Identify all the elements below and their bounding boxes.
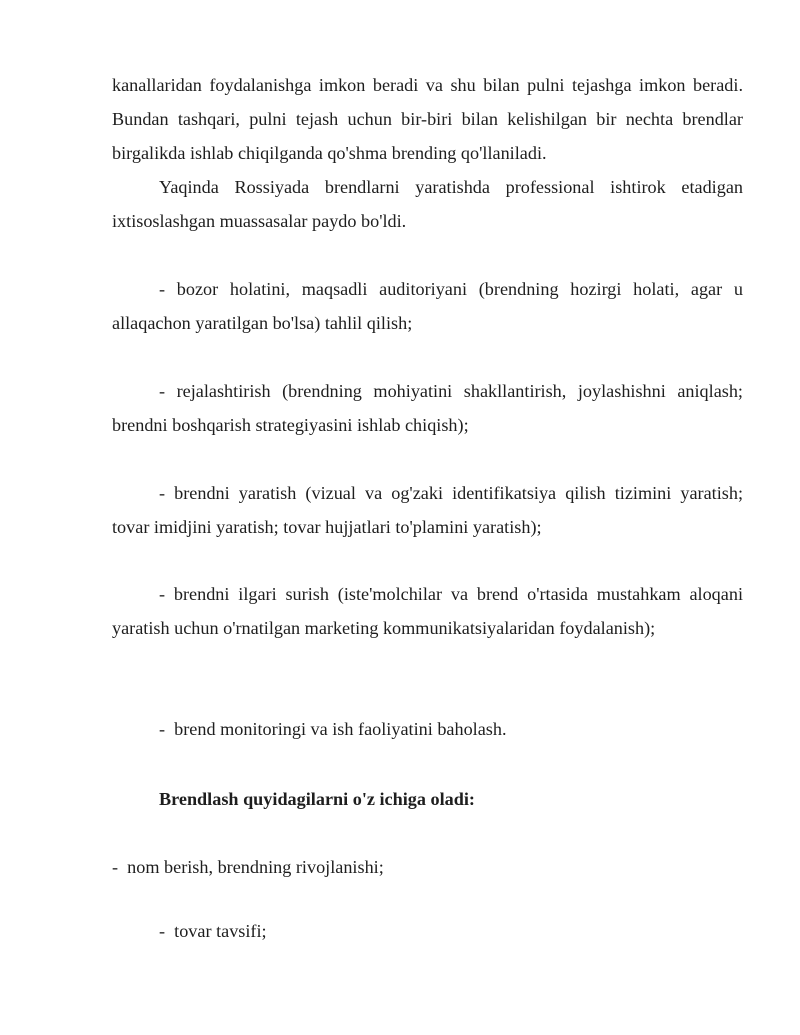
list-item-brand-creation: - brendni yaratish (vizual va og'zaki identifikatsiya qilish tizimini yaratish; tovar imidjini yaratish; tovar hujjatlari to'plamini yaratish); bbox=[112, 483, 743, 537]
list-item-planning: - rejalashtirish (brendning mohiyatini shakllantirish, joylashishni aniqlash; brendni boshqarish strategiyasini ishlab chiqish); bbox=[112, 381, 743, 435]
paragraph-specialized-institutions: Yaqinda Rossiyada brendlarni yaratishda professional ishtirok etadigan ixtisoslashgan muassasalar paydo bo'ldi. bbox=[112, 177, 743, 231]
list-item-product-description: - tovar tavsifi; bbox=[159, 921, 267, 941]
paragraph-continuation: kanallaridan foydalanishga imkon beradi va shu bilan pulni tejashga imkon beradi. Bundan tashqari, pulni tejash uchun bir-biri bilan kelishilgan bir nechta brendlar birgalikda ishlab chiqilganda qo'shma brending qo'llaniladi. bbox=[112, 75, 743, 163]
section-heading: Brendlash quyidagilarni o'z ichiga oladi: bbox=[159, 789, 475, 809]
list-item-market-analysis: - bozor holatini, maqsadli auditoriyani (brendning hozirgi holati, agar u allaqachon yaratilgan bo'lsa) tahlil qilish; bbox=[112, 279, 743, 333]
list-item-brand-monitoring: - brend monitoringi va ish faoliyatini baholash. bbox=[159, 719, 507, 739]
list-item-brand-promotion: - brendni ilgari surish (iste'molchilar va brend o'rtasida mustahkam aloqani yaratish uchun o'rnatilgan marketing kommunikatsiyalaridan foydalanish); bbox=[112, 584, 743, 638]
list-item-naming: - nom berish, brendning rivojlanishi; bbox=[112, 857, 384, 877]
